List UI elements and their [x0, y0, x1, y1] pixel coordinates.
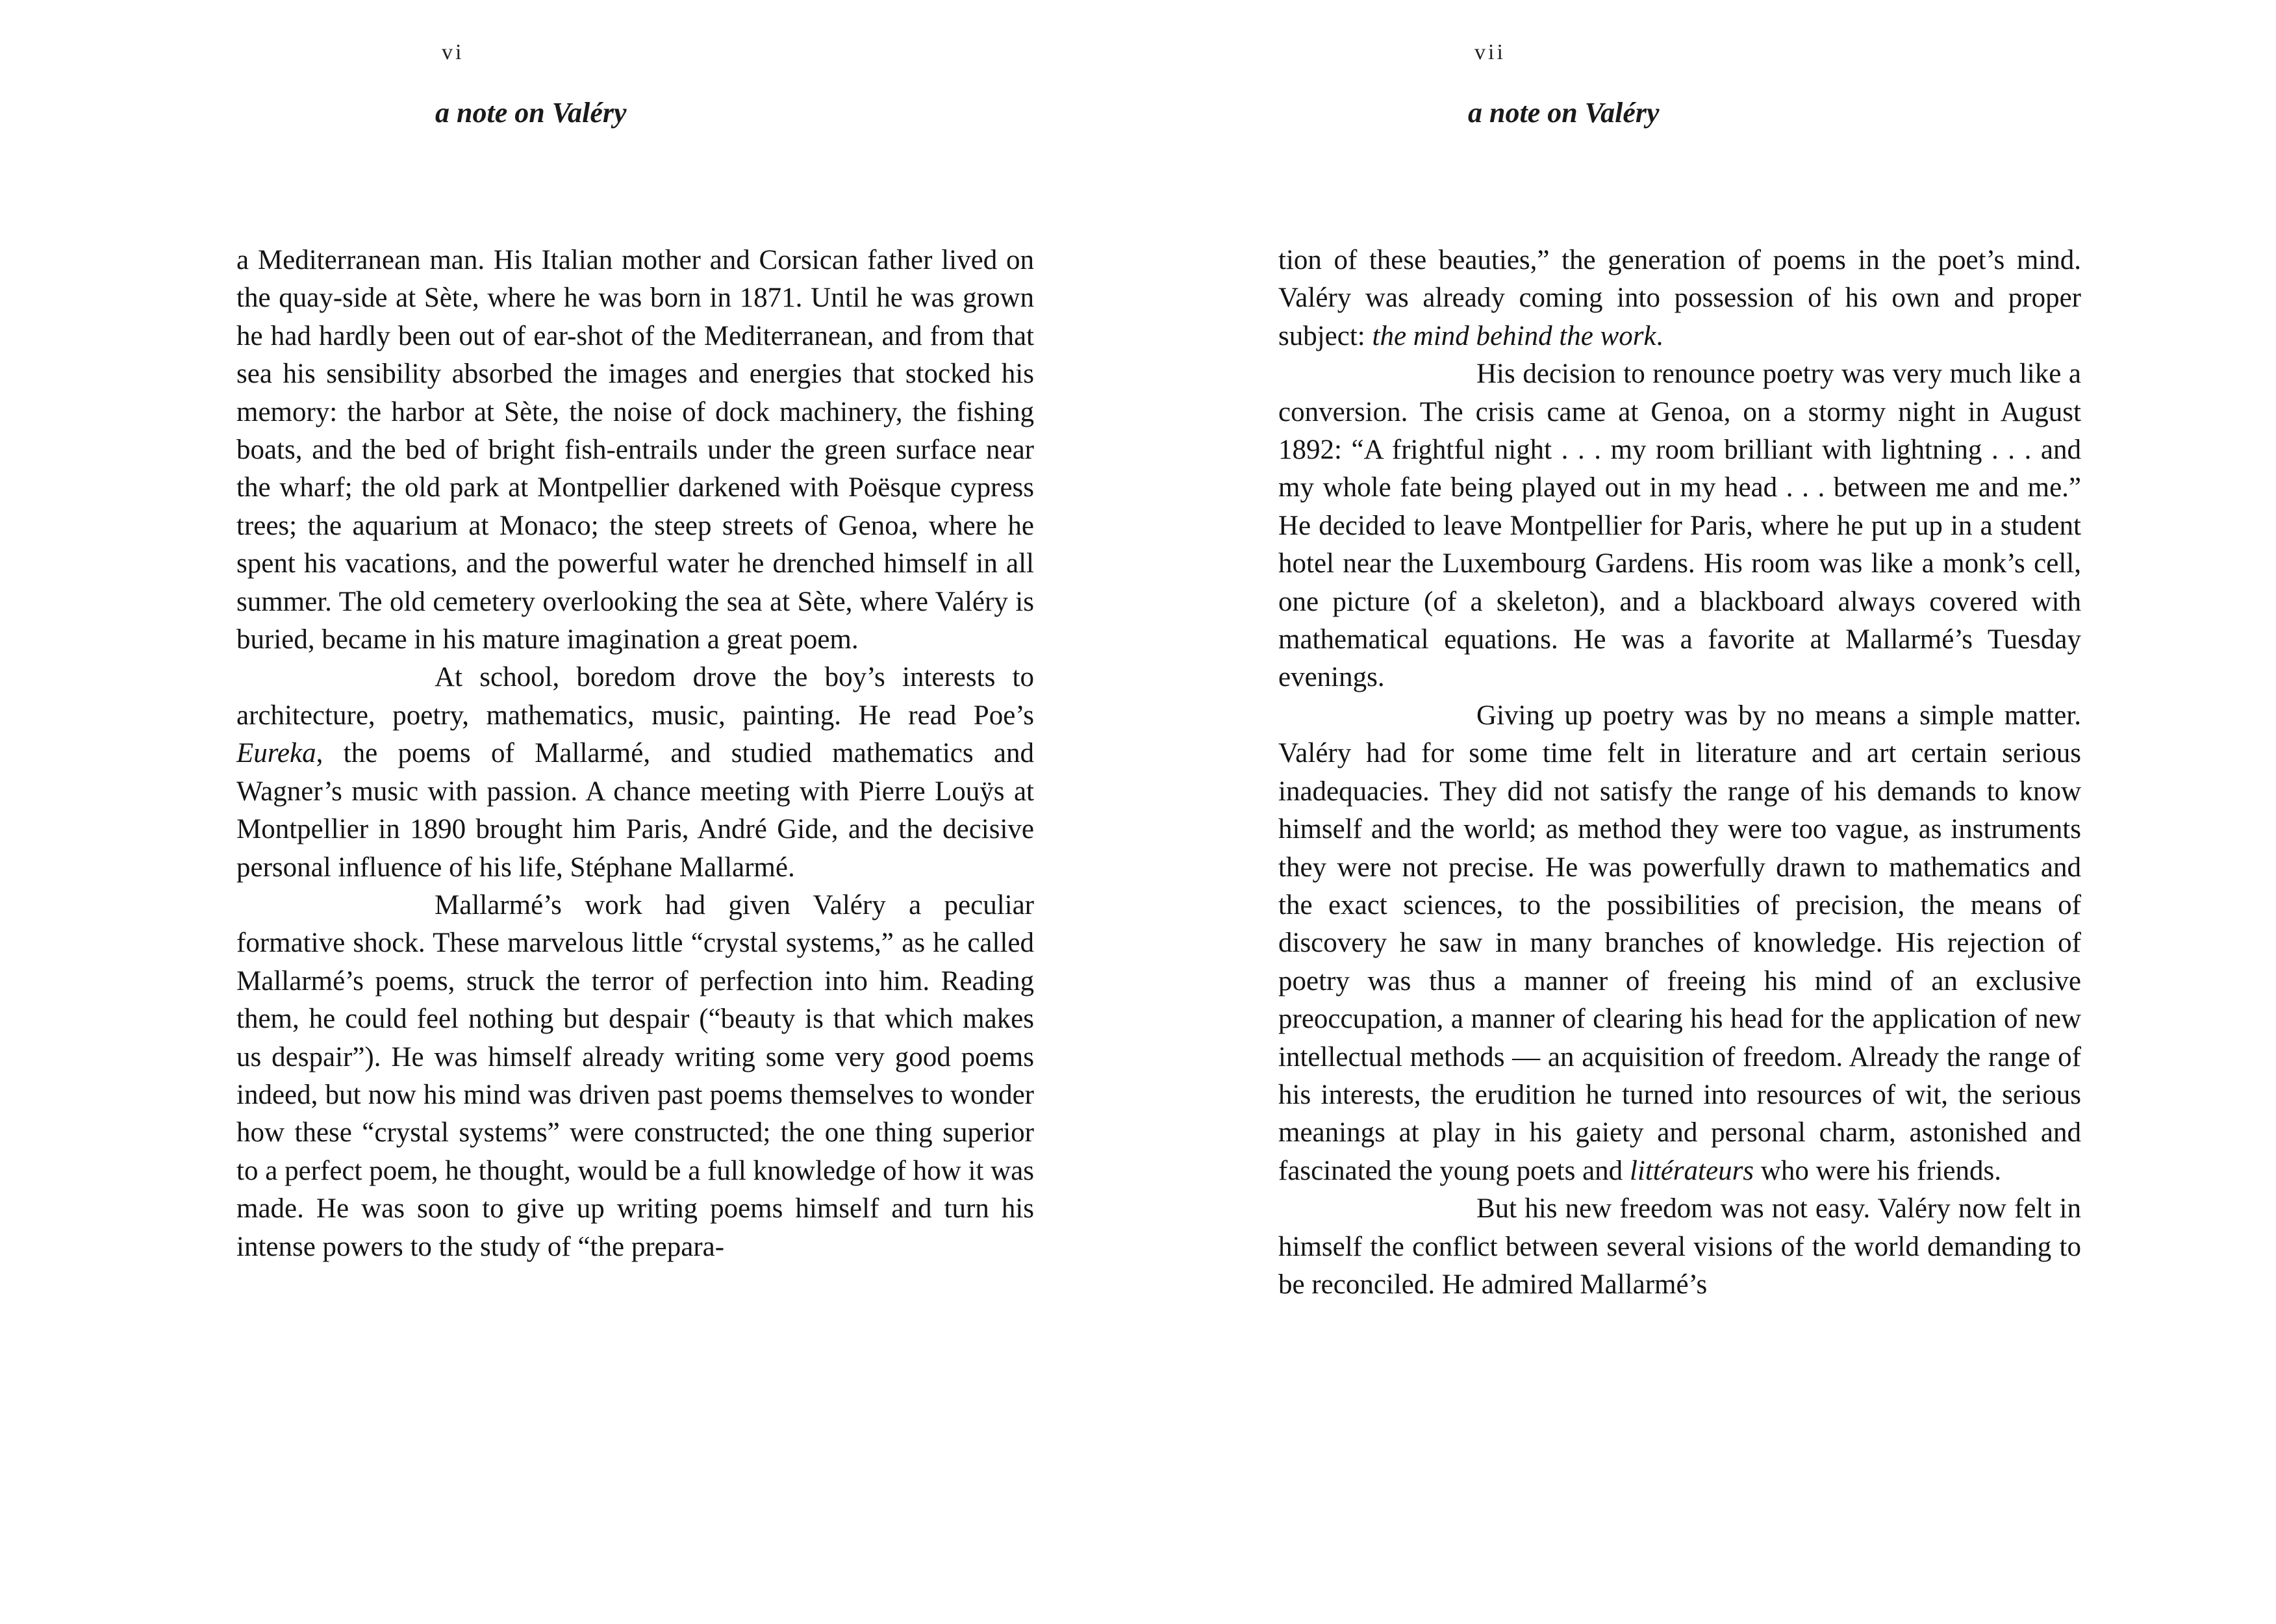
paragraph: But his new freedom was not easy. Valéry now felt in himself the conflict between several visions of the world demanding to be reconciled. He admired Mallarmé’s — [1278, 1193, 2081, 1300]
body-text — [1278, 242, 2081, 1304]
paragraph: tion of these beauties,” the generation of poems in the poet’s mind. Valéry was already coming into possession of his own and proper subject: the mind behind the work. — [1278, 245, 2081, 351]
italic-phrase: littérateurs — [1629, 1155, 1754, 1186]
paragraph: His decision to renounce poetry was very much like a conversion. The crisis came at Genoa, on a stormy night in August 1892: “A frightful night . . . my room brilliant with lightning . . . and my whole fate being played out in my head . . . between me and me.” He decided to leave Montpellier for Paris, where he put up in a student hotel near the Luxembourg Gardens. His room was like a monk’s cell, one picture (of a skeleton), and a blackboard always covered with mathematical equations. He was a favorite at Mallarmé’s Tuesday evenings. — [1278, 359, 2081, 693]
paragraph: Mallarmé’s work had given Valéry a peculiar formative shock. These marvelous little “crystal systems,” as he called Mallarmé’s poems, struck the terror of perfection into him. Reading them, he could feel nothing but despair (“beauty is that which makes us despair”). He was himself already writing some very good poems indeed, but now his mind was driven past poems themselves to wonder how these “crystal systems” were constructed; the one thing superior to a perfect poem, he thought, would be a full knowledge of how it was made. He was soon to give up writing poems himself and turn his intense powers to the study of “the prepara- — [236, 889, 1034, 1262]
right-page — [1273, 0, 2092, 1624]
running-head: a note on Valéry — [435, 97, 627, 129]
page-number: vi — [442, 40, 464, 64]
paragraph: Giving up poetry was by no means a simple matter. Valéry had for some time felt in literature and art certain serious inadequacies. They did not satisfy the range of his demands to know himself and the world; as method they were too vague, as instruments they were not precise. He was powerfully drawn to mathematics and the exact sciences, to the possibilities of precision, the means of discovery he saw in many branches of knowledge. His rejection of poetry was thus a manner of freeing his mind of an exclusive preoccupation, a manner of clearing his head for the application of new intellectual methods — an acquisition of freedom. Already the range of his interests, the erudition he turned into resources of wit, the serious meanings at play in his gaiety and personal charm, astonished and fascinated the young poets and littérateurs who were his friends. — [1278, 700, 2081, 1186]
italic-phrase: Eureka — [236, 738, 316, 769]
italic-phrase: the mind behind the work — [1372, 320, 1656, 351]
paragraph: At school, boredom drove the boy’s interests to architecture, poetry, mathematics, music, painting. He read Poe’s Eureka, the poems of Mallarmé, and studied mathematics and Wagner’s music with passion. A chance meeting with Pierre Louÿs at Montpellier in 1890 brought him Paris, André Gide, and the decisive personal influence of his life, Stéphane Mallarmé. — [236, 662, 1034, 883]
page-number: vii — [1474, 40, 1506, 64]
left-page — [221, 0, 1039, 1624]
body-text — [236, 242, 1034, 1266]
paragraph: a Mediterranean man. His Italian mother and Corsican father lived on the quay-side at Sète, where he was born in 1871. Until he was grown he had hardly been out of ear-shot of the Mediterranean, and from that sea his sensibility absorbed the images and energies that stocked his memory: the harbor at Sète, the noise of dock machinery, the fishing boats, and the bed of bright fish-entrails under the green surface near the wharf; the old park at Montpellier darkened with Poësque cypress trees; the aquarium at Monaco; the steep streets of Genoa, where he spent his vacations, and the powerful water he drenched himself in all summer. The old cemetery overlooking the sea at Sète, where Valéry is buried, became in his mature imagination a great poem. — [236, 245, 1034, 655]
running-head: a note on Valéry — [1468, 97, 1660, 129]
